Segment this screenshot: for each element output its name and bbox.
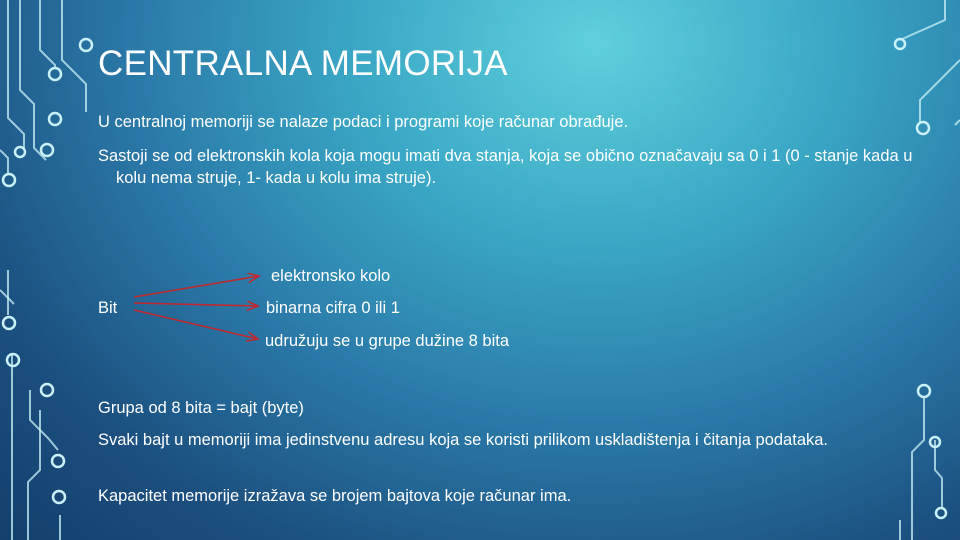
diagram-target-binarna-cifra: binarna cifra 0 ili 1 <box>266 299 400 317</box>
arrow-to-binarna-cifra <box>134 303 258 306</box>
diagram-target-elektronsko-kolo: elektronsko kolo <box>271 267 391 285</box>
arrow-to-grupe <box>134 310 258 339</box>
paragraph-circuit-states: Sastoji se od elektronskih kola koja mogu imati dva stanja, koja se obično označavaju sa 0 i 1 (0 - stanje kada u kolu nema struje, 1- kada u kolu ima struje). <box>98 147 913 187</box>
arrow-to-elektronsko-kolo <box>134 276 259 297</box>
paragraph-memory-capacity: Kapacitet memorije izražava se brojem bajtova koje računar ima. <box>98 487 572 505</box>
slide-title: CENTRALNA MEMORIJA <box>98 44 508 83</box>
paragraph-memory-content: U centralnoj memoriji se nalaze podaci i programi koje računar obrađuje. <box>98 113 629 131</box>
paragraph-byte-address: Svaki bajt u memoriji ima jedinstvenu adresu koja se koristi prilikom uskladištenja i čitanja podataka. <box>98 431 829 449</box>
diagram-target-grupe: udružuju se u grupe dužine 8 bita <box>265 332 510 350</box>
diagram-source-bit: Bit <box>98 299 118 317</box>
paragraph-byte-definition: Grupa od 8 bita = bajt (byte) <box>98 399 304 417</box>
